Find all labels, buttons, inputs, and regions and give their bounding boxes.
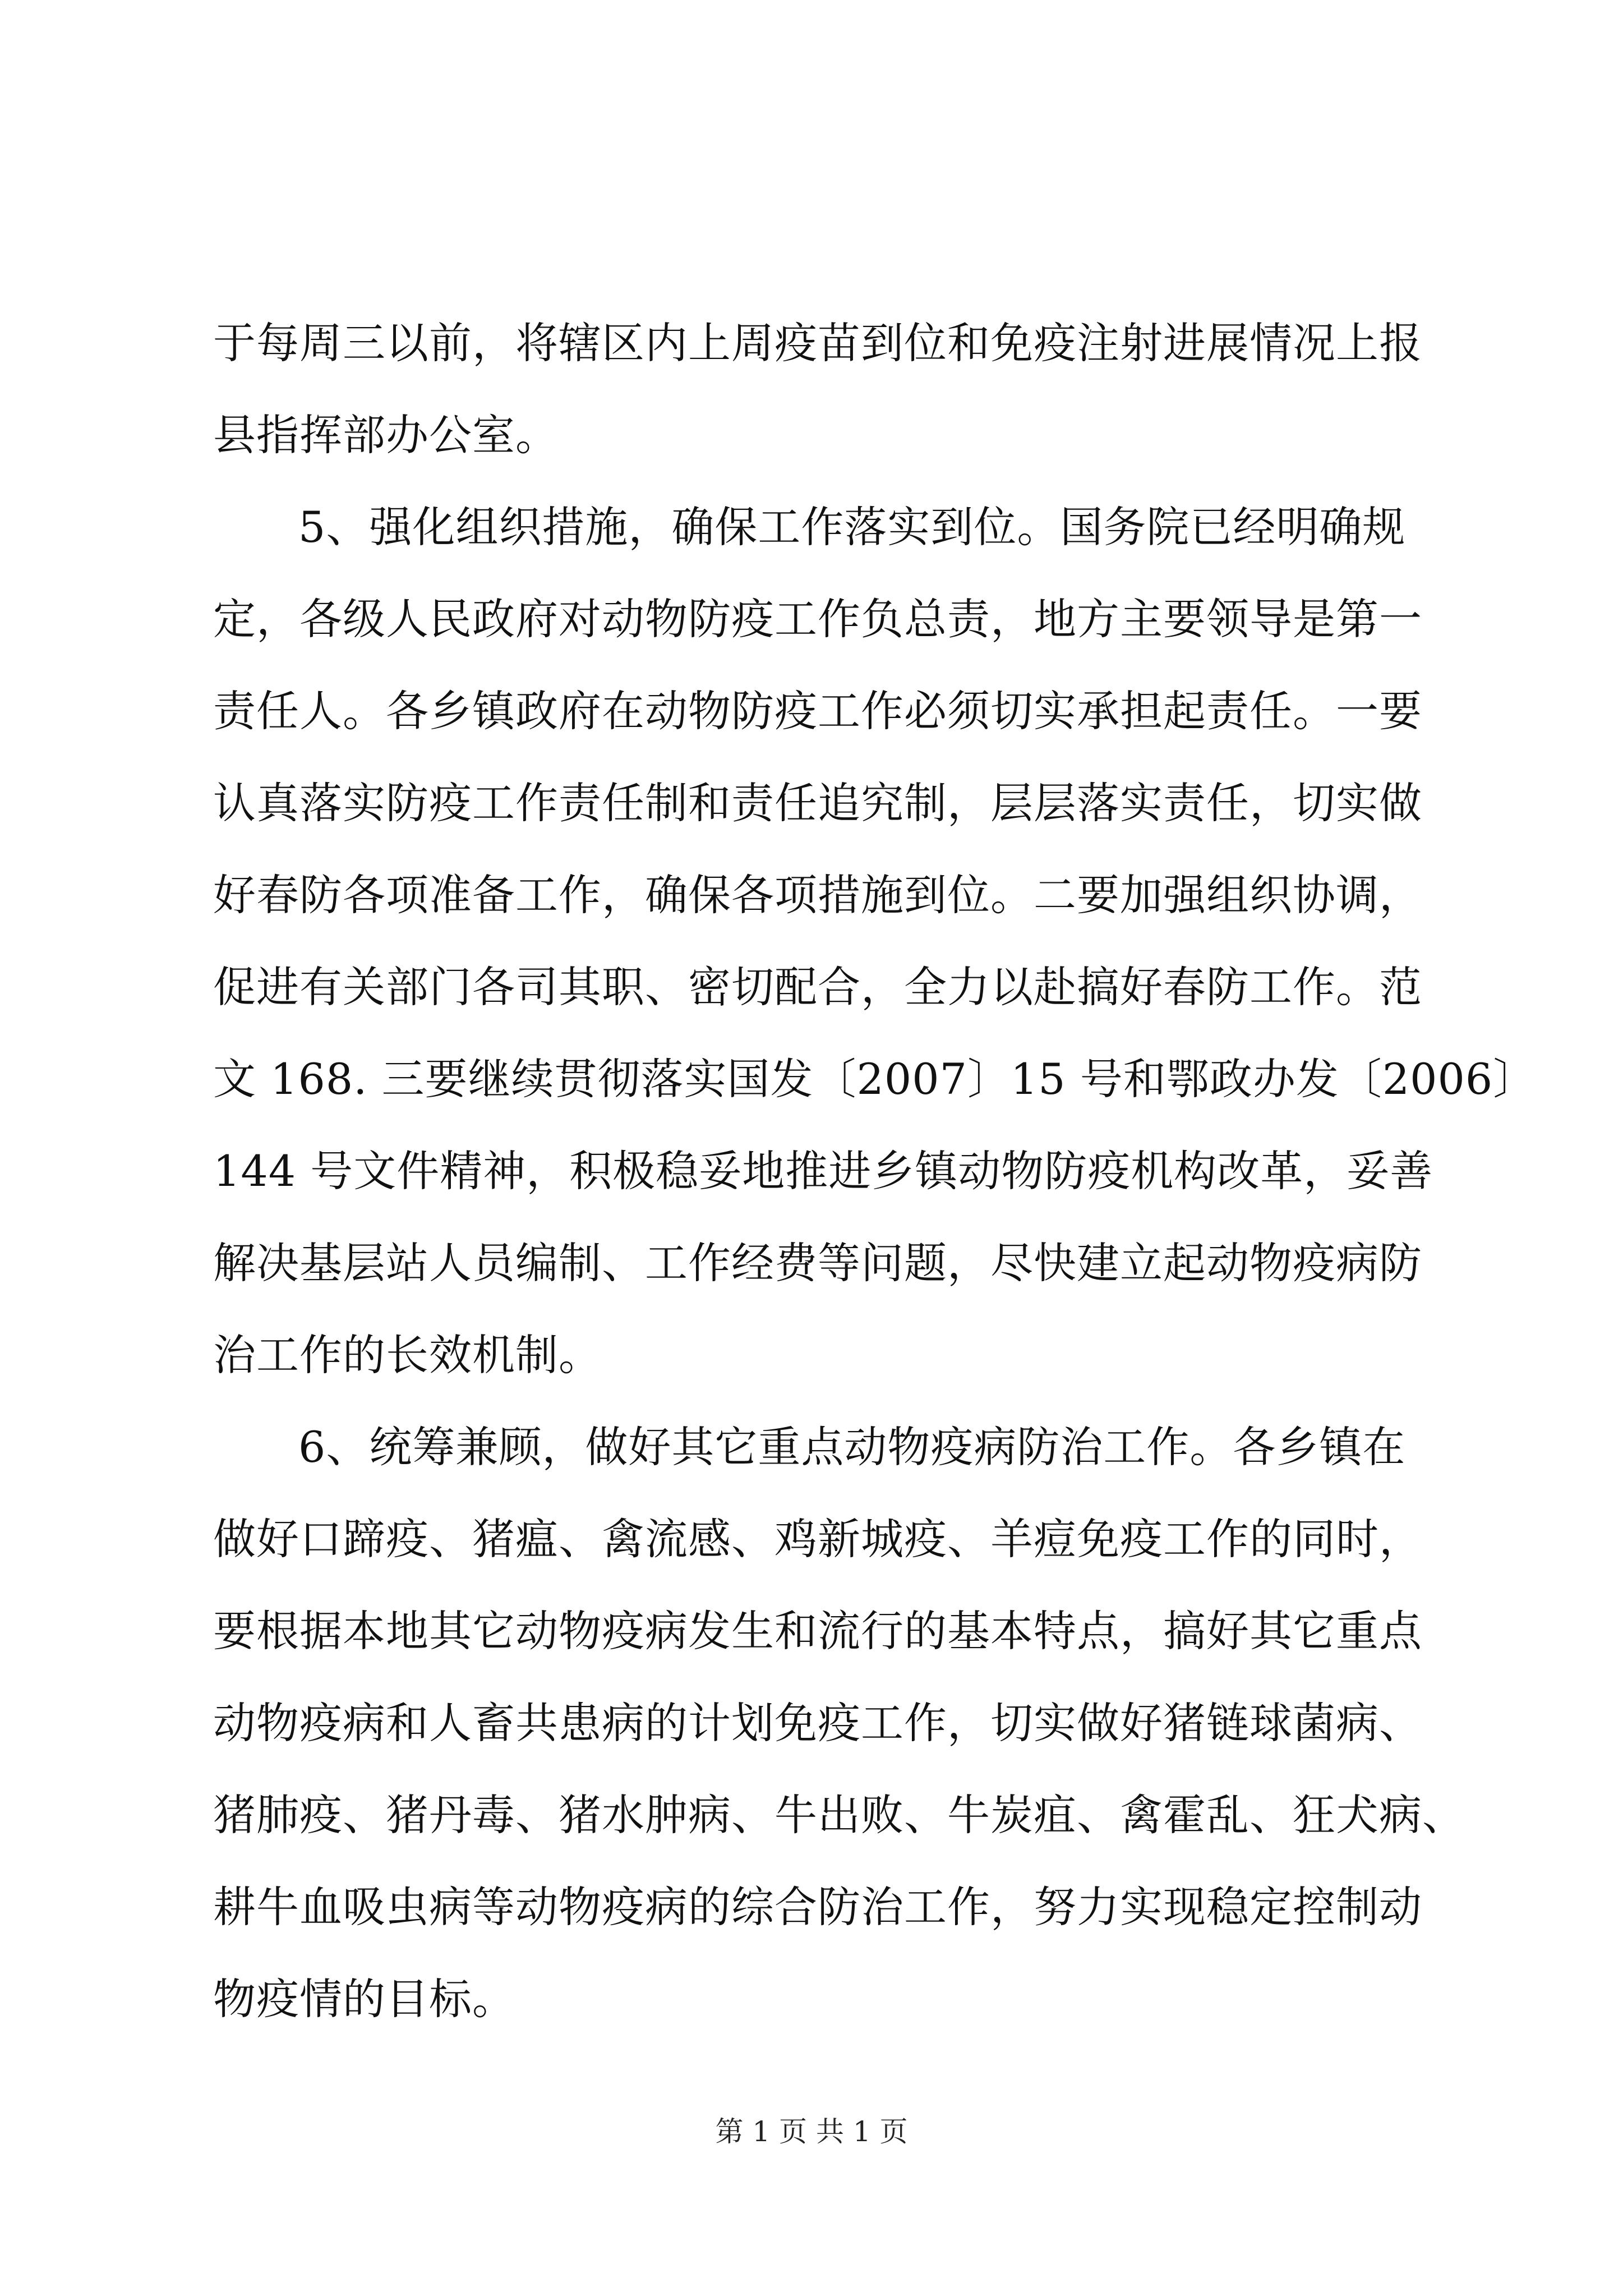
document-body	[213, 297, 1537, 2045]
text-line: 要根据本地其它动物疫病发生和流行的基本特点，搞好其它重点	[213, 1606, 1422, 1656]
text-line: 物疫情的目标。	[213, 1974, 515, 2024]
text-line: 定，各级人民政府对动物防疫工作负总责，地方主要领导是第一	[213, 594, 1422, 644]
text-line: 文 168. 三要继续贯彻落实国发〔2007〕15 号和鄂政办发〔2006〕	[213, 1054, 1537, 1104]
text-line: 动物疫病和人畜共患病的计划免疫工作，切实做好猪链球菌病、	[213, 1698, 1422, 1748]
text-line: 耕牛血吸虫病等动物疫病的综合防治工作，努力实现稳定控制动	[213, 1882, 1422, 1932]
text-line: 责任人。各乡镇政府在动物防疫工作必须切实承担起责任。一要	[213, 686, 1422, 736]
text-line: 好春防各项准备工作，确保各项措施到位。二要加强组织协调，	[213, 870, 1422, 920]
text-line: 认真落实防疫工作责任制和责任追究制，层层落实责任，切实做	[213, 778, 1422, 828]
text-line: 144 号文件精神，积极稳妥地推进乡镇动物防疫机构改革，妥善	[213, 1146, 1433, 1196]
text-line: 治工作的长效机制。	[213, 1330, 602, 1380]
text-line: 6、统筹兼顾，做好其它重点动物疫病防治工作。各乡镇在	[298, 1422, 1406, 1472]
text-line: 解决基层站人员编制、工作经费等问题，尽快建立起动物疫病防	[213, 1238, 1422, 1288]
text-line: 5、强化组织措施，确保工作落实到位。国务院已经明确规	[298, 502, 1406, 552]
text-line: 县指挥部办公室。	[213, 410, 559, 460]
page-footer: 第 1 页 共 1 页	[715, 2115, 908, 2148]
text-line: 促进有关部门各司其职、密切配合，全力以赴搞好春防工作。范	[213, 962, 1422, 1012]
text-line: 做好口蹄疫、猪瘟、禽流感、鸡新城疫、羊痘免疫工作的同时，	[213, 1514, 1422, 1564]
text-line: 于每周三以前，将辖区内上周疫苗到位和免疫注射进展情况上报	[213, 318, 1422, 368]
text-line: 猪肺疫、猪丹毒、猪水肿病、牛出败、牛炭疽、禽霍乱、狂犬病、	[213, 1790, 1465, 1840]
